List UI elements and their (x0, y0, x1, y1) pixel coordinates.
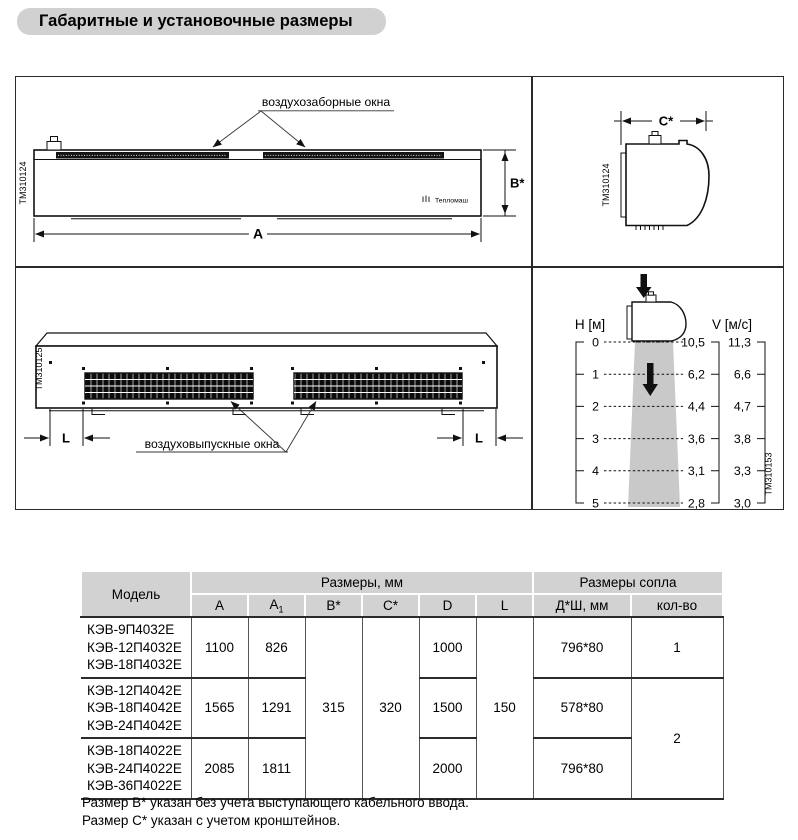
v2-value: 3,0 (733, 496, 751, 509)
v2-value: 4,7 (733, 399, 751, 414)
intake-windows-label: воздухозаборные окна (261, 95, 391, 109)
h-value: 5 (592, 496, 599, 509)
velocity1-values (681, 335, 705, 509)
v2-value: 3,8 (733, 431, 751, 446)
group-header-nozzle: Размеры сопла (533, 571, 723, 594)
drawing-code-airflow: ТМ310153 (763, 452, 774, 496)
dimension-l-right-label: L (475, 430, 483, 446)
model-name: КЭВ-24П4042Е (87, 717, 182, 733)
model-name: КЭВ-18П4032Е (87, 657, 182, 672)
dimension-b-label: B* (510, 175, 525, 191)
intake-callout-leaders (213, 111, 394, 147)
dim-a-cell: 1565 (191, 678, 248, 739)
v1-value: 10,5 (681, 335, 705, 350)
drawing-code-bottom: ТМ310125 (34, 347, 44, 391)
outlet-grille-right (294, 373, 462, 399)
v1-value: 4,4 (687, 399, 705, 414)
model-name: КЭВ-36П4022Е (87, 778, 182, 793)
v2-value: 11,3 (727, 335, 751, 350)
v2-value: 6,6 (733, 367, 751, 382)
col-header-b: B* (305, 594, 362, 617)
unit-side-outline (632, 302, 686, 341)
nozzle-qty-cell: 1 (631, 617, 723, 678)
model-name: КЭВ-18П4022Е (87, 743, 182, 758)
brand-logo-text: Тепломаш (435, 197, 468, 205)
v1-value: 3,1 (687, 464, 705, 479)
cable-gland-icon (47, 137, 61, 151)
col-header-l: L (476, 594, 533, 617)
height-axis-label: H [м] (574, 317, 606, 332)
dim-l-cell: 150 (476, 617, 533, 799)
dim-d-cell: 2000 (419, 738, 476, 799)
velocity-axis-label: V [м/с] (711, 317, 753, 332)
dimension-l-left-label: L (62, 430, 70, 446)
dim-d-cell: 1000 (419, 617, 476, 678)
airflow-cone (628, 342, 680, 507)
dim-a1-cell: 826 (248, 617, 305, 678)
h-value: 2 (592, 399, 599, 414)
table-row (81, 617, 723, 678)
note-c: Размер С* указан с учетом кронштейнов. (82, 813, 341, 828)
model-name: КЭВ-12П4032Е (87, 639, 182, 655)
dimension-a-label: A (252, 225, 264, 242)
outlet-grille-left (85, 373, 253, 399)
cable-gland-icon (649, 132, 661, 145)
drawings-panel (15, 76, 784, 510)
nozzle-size-cell: 796*80 (533, 617, 631, 678)
model-name: КЭВ-24П4022Е (87, 760, 182, 776)
col-header-d: D (419, 594, 476, 617)
footnotes (82, 794, 469, 830)
model-name: КЭВ-9П4032Е (87, 622, 175, 637)
height-values (592, 335, 599, 509)
nozzle-size-cell: 578*80 (533, 678, 631, 739)
page-title: Габаритные и установочные размеры (17, 8, 386, 35)
velocity2-values (728, 335, 751, 509)
nozzle-size-cell: 796*80 (533, 738, 631, 799)
model-cell (81, 678, 191, 739)
unit-top-face (36, 333, 497, 346)
dim-a-cell: 1100 (191, 617, 248, 678)
h-value: 1 (592, 367, 599, 382)
airflow-chart (533, 268, 783, 509)
dim-a1-cell: 1811 (248, 738, 305, 799)
col-header-a1: $A_1$ (248, 594, 305, 617)
col-header-nozzle-qty: кол-во (631, 594, 723, 617)
note-b: Размер В* указан без учета выступающего кабельного ввода. (82, 795, 469, 810)
front-view-drawing (16, 77, 531, 266)
model-cell (81, 738, 191, 799)
dimensions-table (80, 570, 724, 800)
dim-b-cell: 315 (305, 617, 362, 799)
col-header-a: A (191, 594, 248, 617)
drawing-code-side: ТМ310124 (601, 163, 611, 207)
bottom-grille-teeth (636, 226, 663, 231)
mounting-plate (627, 306, 632, 339)
group-header-sizes: Размеры, мм (191, 571, 533, 594)
dim-a1-cell: 1291 (248, 678, 305, 739)
v1-value: 2,8 (687, 496, 705, 509)
v1-value: 6,2 (687, 367, 705, 382)
model-name: КЭВ-12П4042Е (87, 682, 182, 698)
drawing-code-front: ТМ310124 (18, 161, 28, 205)
cable-gland-icon (646, 292, 656, 302)
h-value: 0 (592, 335, 599, 350)
outlet-windows-label: воздуховыпускные окна (144, 437, 280, 451)
side-view-drawing (533, 77, 783, 266)
col-header-nozzle-size: Д*Ш, мм (533, 594, 631, 617)
dim-d-cell: 1500 (419, 678, 476, 739)
h-value: 3 (592, 431, 599, 446)
unit-side-outline (626, 141, 709, 226)
model-cell (81, 617, 191, 678)
v1-value: 3,6 (687, 431, 705, 446)
col-header-model: Модель (81, 571, 191, 617)
nozzle-qty-cell: 2 (631, 678, 723, 799)
dim-c-cell: 320 (362, 617, 419, 799)
v2-value: 3,3 (733, 464, 751, 479)
velocity1-bracket (711, 342, 719, 503)
h-value: 4 (592, 464, 599, 479)
col-header-c: C* (362, 594, 419, 617)
model-name: КЭВ-18П4042Е (87, 700, 182, 715)
height-axis-bracket (576, 342, 584, 503)
bottom-view-drawing (16, 268, 531, 509)
dimension-c-label: C* (658, 113, 674, 129)
dim-a-cell: 2085 (191, 738, 248, 799)
